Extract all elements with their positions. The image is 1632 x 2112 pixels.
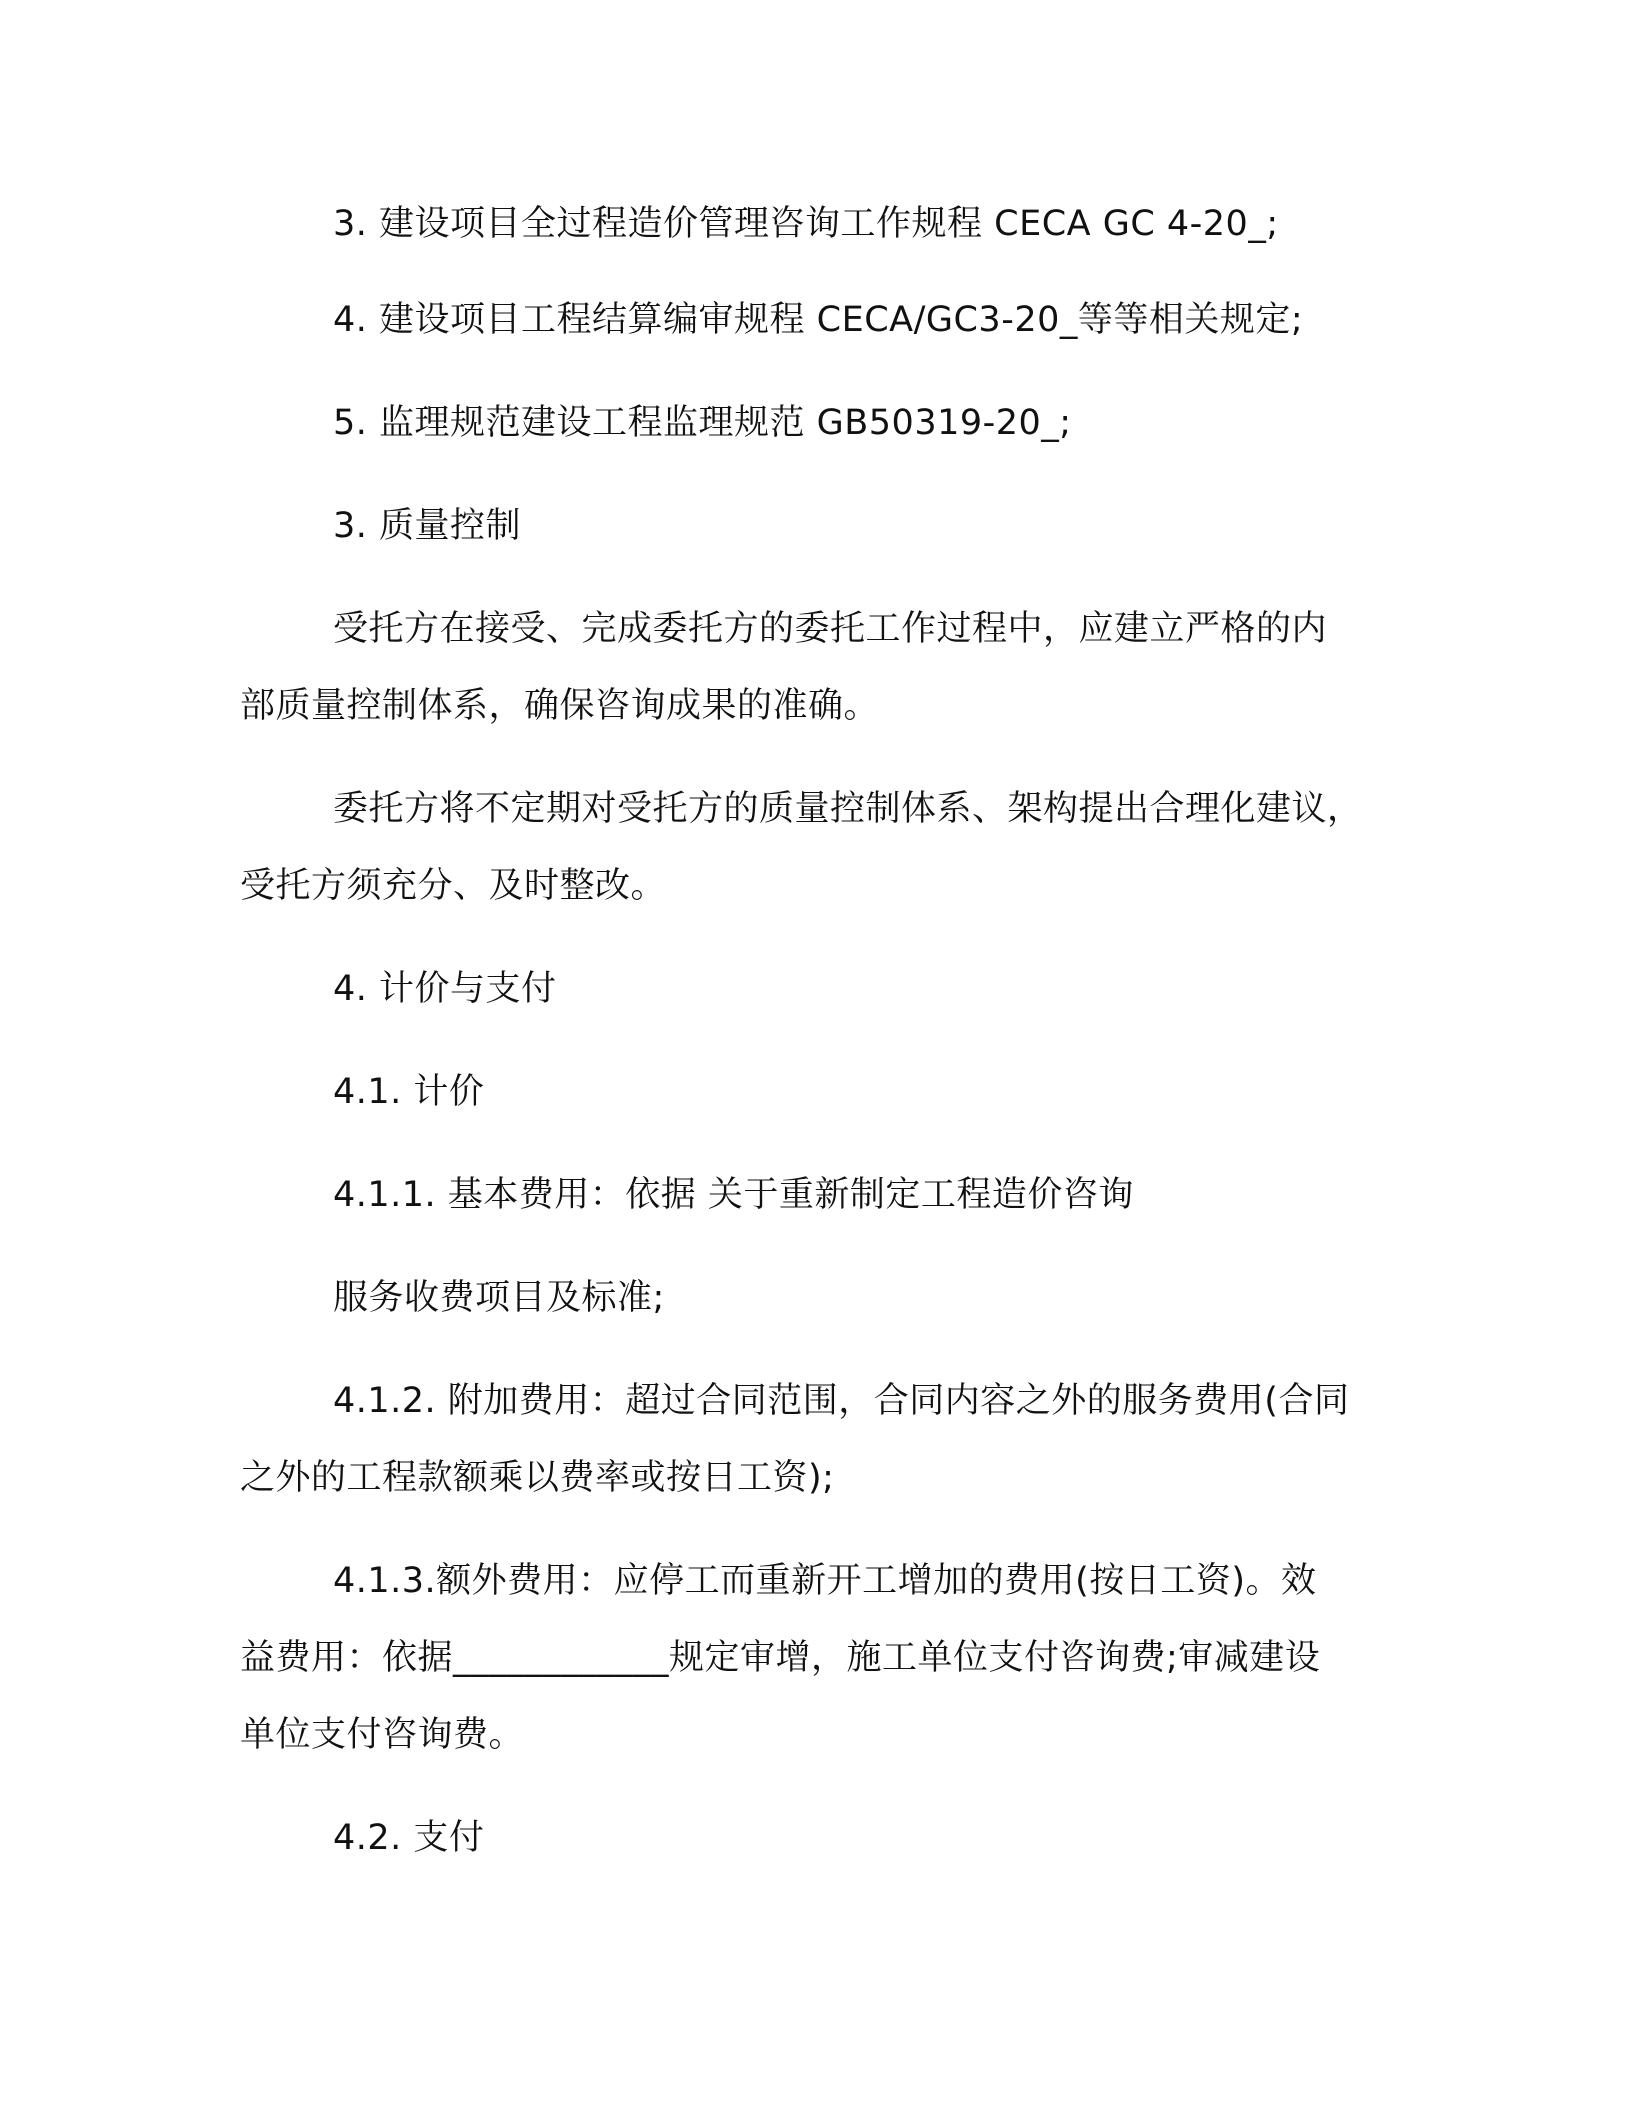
clause-extra-fee-line-1: 4.1.3.额外费用：应停工而重新开工增加的费用(按日工资)。效 bbox=[333, 1561, 1317, 1601]
clause-extra-fee-line-2: 益费用：依据____________规定审增，施工单位支付咨询费;审减建设 bbox=[240, 1638, 1321, 1678]
clause-extra-fee-line-3: 单位支付咨询费。 bbox=[240, 1715, 525, 1755]
clause-basic-fee: 4.1.1. 基本费用：依据 关于重新制定工程造价咨询 bbox=[333, 1175, 1134, 1215]
clause-basic-fee-continued: 服务收费项目及标准; bbox=[333, 1278, 665, 1318]
paragraph-quality-line-1: 受托方在接受、完成委托方的委托工作过程中，应建立严格的内 bbox=[333, 609, 1328, 649]
paragraph-quality-line-2: 部质量控制体系，确保咨询成果的准确。 bbox=[240, 686, 880, 726]
section-heading-pricing-payment: 4. 计价与支付 bbox=[333, 969, 557, 1009]
paragraph-suggestion-line-2: 受托方须充分、及时整改。 bbox=[240, 866, 667, 906]
clause-3-regulation: 3. 建设项目全过程造价管理咨询工作规程 CECA GC 4-20_; bbox=[333, 204, 1279, 244]
clause-5-regulation: 5. 监理规范建设工程监理规范 GB50319-20_; bbox=[333, 403, 1072, 443]
clause-4-regulation: 4. 建设项目工程结算编审规程 CECA/GC3-20_等等相关规定; bbox=[333, 300, 1304, 340]
section-heading-quality-control: 3. 质量控制 bbox=[333, 506, 522, 546]
clause-additional-fee-line-1: 4.1.2. 附加费用：超过合同范围，合同内容之外的服务费用(合同 bbox=[333, 1381, 1350, 1421]
paragraph-suggestion-line-1: 委托方将不定期对受托方的质量控制体系、架构提出合理化建议， bbox=[333, 789, 1363, 829]
subsection-heading-pricing: 4.1. 计价 bbox=[333, 1072, 485, 1112]
clause-additional-fee-line-2: 之外的工程款额乘以费率或按日工资); bbox=[240, 1458, 835, 1498]
subsection-heading-payment: 4.2. 支付 bbox=[333, 1818, 485, 1858]
